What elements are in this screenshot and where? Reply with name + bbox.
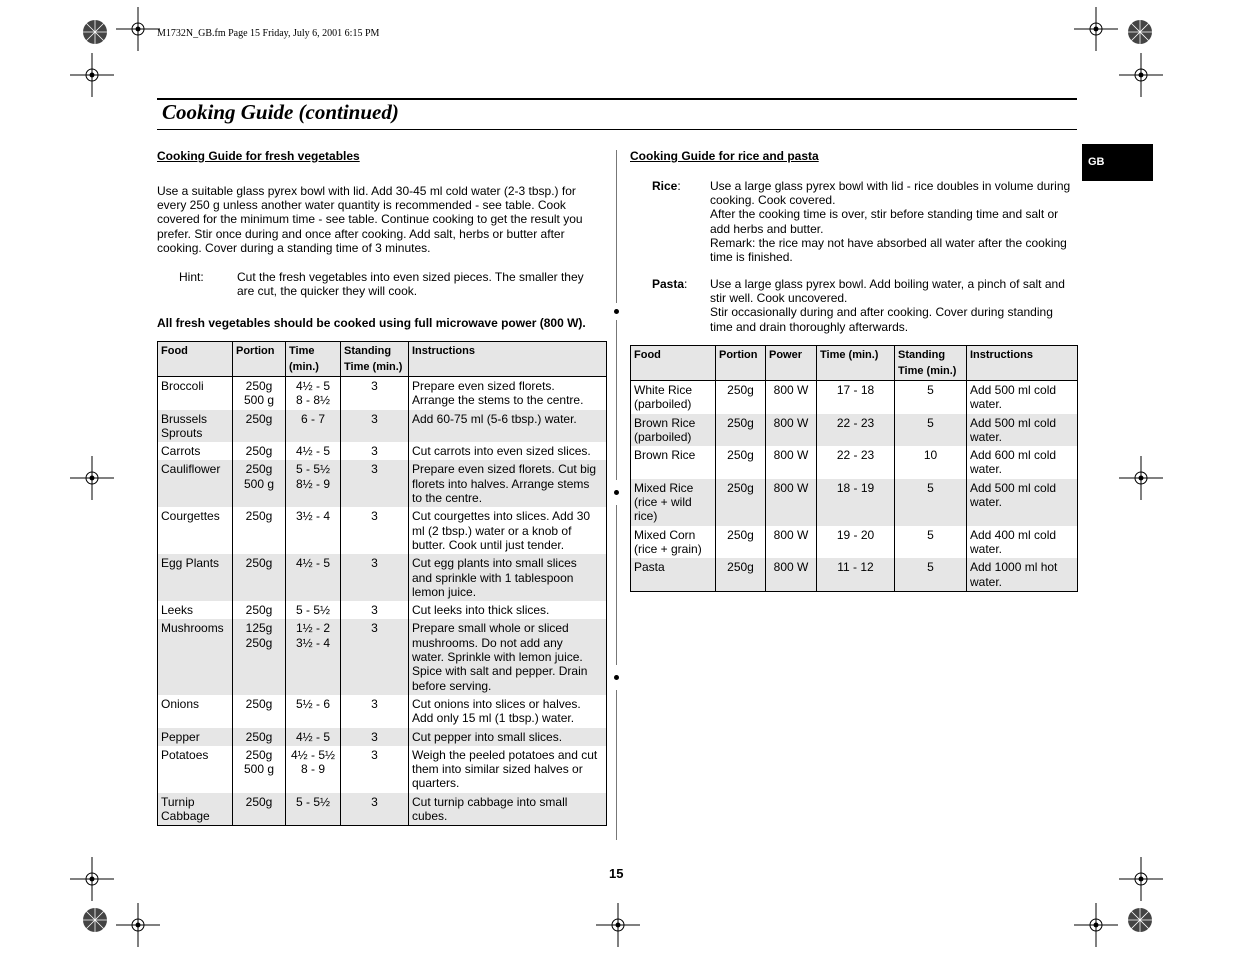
table-row [158,728,607,746]
col-time: Time (min.) [286,342,341,377]
column-divider [616,150,617,303]
vegetables-intro: Use a suitable glass pyrex bowl with lid. Add 30-45 ml cold water (2-3 tbsp.) for every 250 g unless another water quantity is recommended - see table. Cook covered for the minimum time - see table. Continue cooking to get the result you prefer. Stir once during and once after cooking. Add salt, herbs or butter after cooking. Cover during a standing time of 3 minutes. [157,184,583,255]
cell-time: 22 - 23 [817,414,895,447]
cell-power: 800 W [766,414,817,447]
column-divider [616,505,617,665]
cell-instructions: Add 500 ml cold water. [967,414,1078,447]
crosshair-icon [596,903,640,947]
table-row [158,695,607,728]
registration-mark-icon [73,10,117,54]
cell-time: 11 - 12 [817,558,895,591]
table-row [631,526,1078,559]
cell-power: 800 W [766,479,817,526]
cell-food: Mixed Rice (rice + wild rice) [631,479,716,526]
cell-food: Pasta [631,558,716,591]
cell-food: Carrots [158,442,233,460]
col-food: Food [631,346,716,381]
cell-instructions: Prepare small whole or sliced mushrooms. Do not add any water. Sprinkle with lemon juice. Spice with salt and pepper. Drain before serving. [409,619,607,694]
cell-food: Mushrooms [158,619,233,694]
page-title: Cooking Guide (continued) [162,100,399,124]
cell-instructions: Prepare even sized florets. Cut big florets into halves. Arrange stems to the centre. [409,460,607,507]
cell-portion: 250g [233,554,286,601]
registration-mark-icon [1118,10,1162,54]
cell-standing: 5 [895,414,967,447]
cell-instructions: Add 500 ml cold water. [967,479,1078,526]
rice-label: Rice: [652,179,681,193]
cell-time: 22 - 23 [817,446,895,479]
file-info: M1732N_GB.fm Page 15 Friday, July 6, 2001 6:15 PM [157,28,380,39]
cell-food: Brussels Sprouts [158,410,233,443]
cell-portion: 250g [233,793,286,826]
cell-time: 5 - 5½ 8½ - 9 [286,460,341,507]
table-row [631,414,1078,447]
cell-portion: 250g [233,442,286,460]
crosshair-icon [1119,53,1163,97]
table-row [158,793,607,826]
cell-standing: 3 [341,619,409,694]
cell-time: 5 - 5½ [286,793,341,826]
col-instructions: Instructions [409,342,607,377]
registration-mark-icon [73,898,117,942]
cell-standing: 10 [895,446,967,479]
table-row [158,746,607,793]
cell-portion: 250g [233,695,286,728]
cell-time: 5½ - 6 [286,695,341,728]
cell-time: 4½ - 5 [286,554,341,601]
table-row [631,381,1078,414]
cell-instructions: Cut egg plants into small slices and sprinkle with 1 tablespoon lemon juice. [409,554,607,601]
cell-food: Mixed Corn (rice + grain) [631,526,716,559]
crosshair-icon [70,53,114,97]
bullet-icon [614,309,619,314]
cell-time: 4½ - 5 [286,728,341,746]
cell-portion: 250g 500 g [233,460,286,507]
cell-instructions: Cut carrots into even sized slices. [409,442,607,460]
bullet-icon [614,675,619,680]
cell-food: Onions [158,695,233,728]
col-time: Time (min.) [817,346,895,381]
cell-food: White Rice (parboiled) [631,381,716,414]
cell-time: 4½ - 5½ 8 - 9 [286,746,341,793]
cell-standing: 5 [895,479,967,526]
cell-standing: 3 [341,601,409,619]
hint-text: Cut the fresh vegetables into even sized pieces. The smaller they are cut, the quicker they will cook. [237,270,584,299]
cell-instructions: Weigh the peeled potatoes and cut them into similar sized halves or quarters. [409,746,607,793]
cell-standing: 3 [341,460,409,507]
cell-power: 800 W [766,446,817,479]
cell-portion: 250g [716,414,766,447]
cell-portion: 250g [716,479,766,526]
col-instructions: Instructions [967,346,1078,381]
cell-food: Courgettes [158,507,233,554]
crosshair-icon [116,7,160,51]
crosshair-icon [1074,903,1118,947]
cell-portion: 250g 500 g [233,377,286,410]
title-rule-bottom [157,129,1077,130]
cell-portion: 250g [233,728,286,746]
cell-standing: 3 [341,554,409,601]
registration-mark-icon [1118,898,1162,942]
cell-portion: 250g [233,507,286,554]
cell-instructions: Add 500 ml cold water. [967,381,1078,414]
rice-pasta-heading: Cooking Guide for rice and pasta [630,149,819,163]
cell-food: Pepper [158,728,233,746]
cell-time: 4½ - 5 [286,442,341,460]
cell-food: Turnip Cabbage [158,793,233,826]
cell-instructions: Cut leeks into thick slices. [409,601,607,619]
hint-label: Hint: [179,270,204,284]
cell-portion: 125g 250g [233,619,286,694]
pasta-text: Use a large glass pyrex bowl. Add boiling water, a pinch of salt and stir well. Cook uncovered. Stir occasionally during and after cooking. Cover during standing time and drain thoroughly afterwards. [710,277,1065,334]
cell-standing: 3 [341,507,409,554]
table-row [158,442,607,460]
cell-power: 800 W [766,558,817,591]
cell-standing: 3 [341,695,409,728]
cell-instructions: Add 1000 ml hot water. [967,558,1078,591]
bullet-icon [614,490,619,495]
crosshair-icon [116,903,160,947]
cell-food: Potatoes [158,746,233,793]
cell-instructions: Cut turnip cabbage into small cubes. [409,793,607,826]
cell-time: 6 - 7 [286,410,341,443]
crosshair-icon [1119,857,1163,901]
cell-standing: 3 [341,793,409,826]
cell-instructions: Add 60-75 ml (5-6 tbsp.) water. [409,410,607,443]
col-food: Food [158,342,233,377]
table-row [158,460,607,507]
col-power: Power [766,346,817,381]
cell-standing: 5 [895,381,967,414]
cell-portion: 250g [716,446,766,479]
cell-standing: 3 [341,442,409,460]
column-divider [616,320,617,480]
table-row [158,507,607,554]
cell-standing: 5 [895,558,967,591]
cell-standing: 3 [341,377,409,410]
cell-instructions: Add 600 ml cold water. [967,446,1078,479]
cell-time: 18 - 19 [817,479,895,526]
cell-instructions: Cut courgettes into slices. Add 30 ml (2 tbsp.) water or a knob of butter. Cook until just tender. [409,507,607,554]
language-tab: GB [1082,144,1153,181]
table-row [158,601,607,619]
cell-time: 17 - 18 [817,381,895,414]
cell-portion: 250g [716,526,766,559]
cell-instructions: Cut pepper into small slices. [409,728,607,746]
table-row [158,554,607,601]
cell-food: Brown Rice [631,446,716,479]
cell-power: 800 W [766,381,817,414]
cell-portion: 250g [716,558,766,591]
cell-power: 800 W [766,526,817,559]
crosshair-icon [1119,456,1163,500]
table-row [158,619,607,694]
cell-time: 5 - 5½ [286,601,341,619]
cell-instructions: Add 400 ml cold water. [967,526,1078,559]
table-row [631,446,1078,479]
col-portion: Portion [233,342,286,377]
table-row [631,558,1078,591]
cell-instructions: Cut onions into slices or halves. Add only 15 ml (1 tbsp.) water. [409,695,607,728]
crosshair-icon [1074,7,1118,51]
pasta-label: Pasta: [652,277,688,291]
cell-time: 1½ - 2 3½ - 4 [286,619,341,694]
table-row [158,410,607,443]
cell-time: 19 - 20 [817,526,895,559]
cell-standing: 3 [341,728,409,746]
cell-food: Brown Rice (parboiled) [631,414,716,447]
cell-food: Egg Plants [158,554,233,601]
col-standing: Standing Time (min.) [341,342,409,377]
cell-portion: 250g 500 g [233,746,286,793]
table-row [158,377,607,410]
table-row [631,479,1078,526]
rice-text: Use a large glass pyrex bowl with lid - rice doubles in volume during cooking. Cook covered. After the cooking time is over, stir before standing time and salt or add herbs and butter. Remark: the rice may not have absorbed all water after the cooking time is finished. [710,179,1071,265]
page-number: 15 [609,866,624,881]
cell-food: Leeks [158,601,233,619]
cell-portion: 250g [233,410,286,443]
cell-food: Cauliflower [158,460,233,507]
vegetables-heading: Cooking Guide for fresh vegetables [157,149,360,163]
cell-standing: 5 [895,526,967,559]
table-header-row [158,342,607,377]
col-standing: Standing Time (min.) [895,346,967,381]
crosshair-icon [70,456,114,500]
crosshair-icon [70,857,114,901]
cell-time: 4½ - 5 8 - 8½ [286,377,341,410]
rice-pasta-table [630,345,1078,592]
cell-standing: 3 [341,410,409,443]
power-note: All fresh vegetables should be cooked using full microwave power (800 W). [157,316,586,330]
table-header-row [631,346,1078,381]
column-divider [616,690,617,840]
cell-time: 3½ - 4 [286,507,341,554]
cell-standing: 3 [341,746,409,793]
cell-food: Broccoli [158,377,233,410]
col-portion: Portion [716,346,766,381]
cell-instructions: Prepare even sized florets. Arrange the stems to the centre. [409,377,607,410]
vegetables-table [157,341,607,826]
cell-portion: 250g [233,601,286,619]
cell-portion: 250g [716,381,766,414]
